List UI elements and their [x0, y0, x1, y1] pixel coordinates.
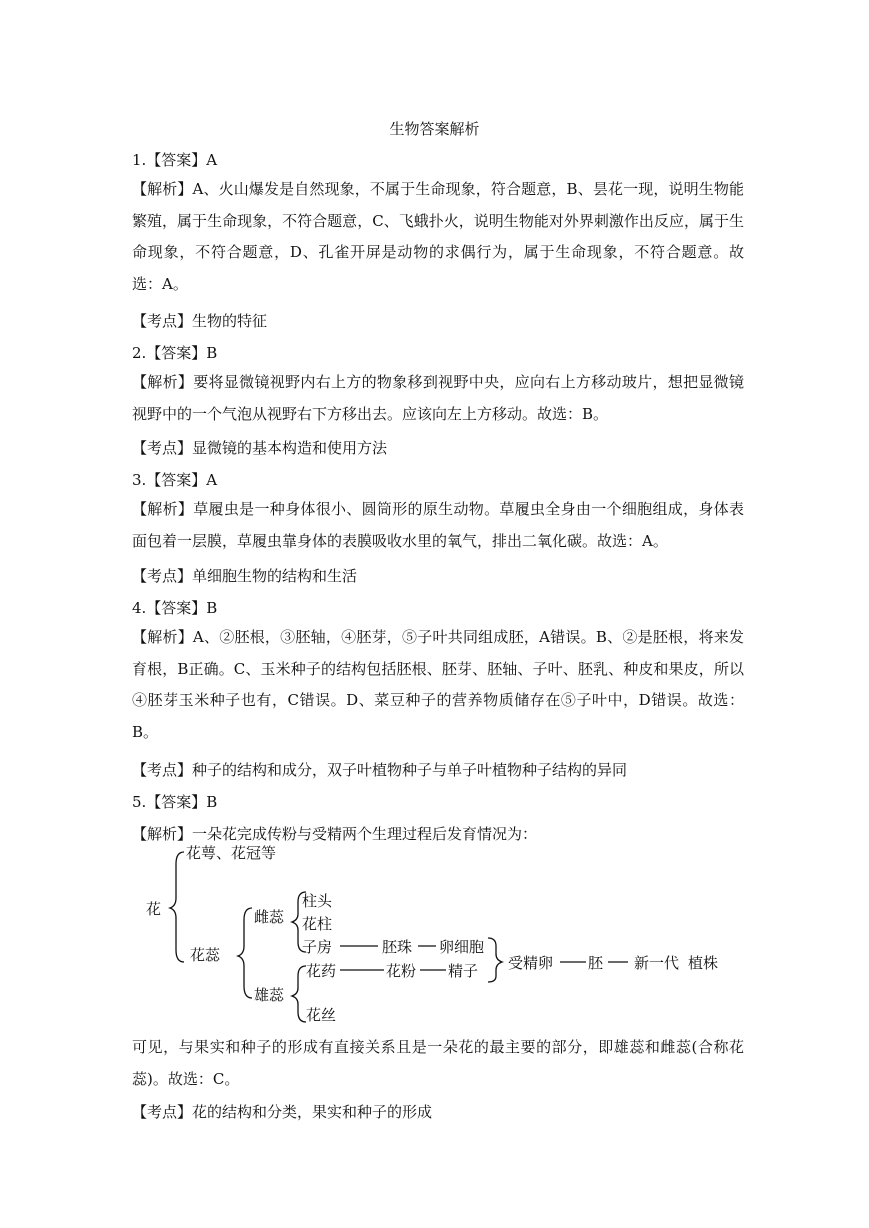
q5-point: 【考点】花的结构和分类，果实和种子的形成 — [132, 1103, 433, 1121]
stamen-pistil-label: 花蕊 — [190, 946, 221, 964]
flower-development-diagram — [140, 842, 740, 1032]
new-generation-label: 新一代 — [634, 954, 680, 972]
flower-brace — [170, 852, 184, 962]
plant-label: 植株 — [688, 954, 719, 972]
flower-label: 花 — [146, 900, 162, 918]
q1-analysis: 【解析】A、火山爆发是自然现象，不属于生命现象，符合题意，B、昙花一现，说明生物能繁殖，属于生命现象，不符合题意，C、飞蛾扑火，说明生物能对外界刺激作出反应，属于生命现象，不符合题意，D、孔雀开屏是动物的求偶行为，属于生命现象，不符合题意。故选：A。 — [132, 180, 744, 293]
sperm-label: 精子 — [448, 962, 479, 980]
q5-conclusion: 可见，与果实和种子的形成有直接关系且是一朵花的最主要的部分，即雄蕊和雌蕊(合称花蕊)。故选：C。 — [132, 1038, 744, 1088]
q3-analysis: 【解析】草履虫是一种身体很小、圆筒形的原生动物。草履虫全身由一个细胞组成，身体表面包着一层膜，草履虫靠身体的表膜吸收水里的氧气，排出二氧化碳。故选：A。 — [132, 500, 744, 550]
fertilization-brace — [488, 938, 502, 982]
q3-answer: 3.【答案】A — [132, 471, 218, 489]
q2-point: 【考点】显微镜的基本构造和使用方法 — [132, 439, 388, 457]
ovule-label: 胚珠 — [382, 938, 413, 956]
embryo-label: 胚 — [588, 954, 604, 972]
stigma-label: 柱头 — [302, 892, 333, 910]
q5-answer: 5.【答案】B — [132, 793, 218, 811]
pistil-label: 雌蕊 — [254, 908, 285, 926]
stamen-brace — [292, 966, 306, 1022]
page-title: 生物答案解析 — [389, 120, 480, 138]
q2-answer: 2.【答案】B — [132, 344, 218, 362]
q2-analysis: 【解析】要将显微镜视野内右上方的物象移到视野中央，应向右上方移动玻片，想把显微镜视野中的一个气泡从视野右下方移出去。应该向左上方移动。故选：B。 — [132, 373, 744, 423]
stamen-pistil-brace — [238, 908, 252, 998]
anther-label: 花药 — [306, 962, 337, 980]
filament-label: 花丝 — [306, 1006, 337, 1024]
q3-point: 【考点】单细胞生物的结构和生活 — [132, 567, 358, 585]
ovary-label: 子房 — [302, 938, 333, 956]
q4-answer: 4.【答案】B — [132, 599, 218, 617]
fertilized-egg-label: 受精卵 — [508, 954, 554, 972]
q1-answer: 1.【答案】A — [132, 151, 218, 169]
sepal-petal-label: 花萼、花冠等 — [186, 844, 277, 862]
pollen-label: 花粉 — [386, 962, 417, 980]
egg-cell-label: 卵细胞 — [439, 938, 485, 956]
q4-point: 【考点】种子的结构和成分，双子叶植物种子与单子叶植物种子结构的异同 — [132, 761, 628, 779]
q1-point: 【考点】生物的特征 — [132, 312, 268, 330]
stamen-label: 雄蕊 — [254, 986, 285, 1004]
style-label: 花柱 — [302, 915, 333, 933]
q4-analysis: 【解析】A、②胚根，③胚轴，④胚芽，⑤子叶共同组成胚，A错误。B、②是胚根，将来发育根，B正确。C、玉米种子的结构包括胚根、胚芽、胚轴、子叶、胚乳、种皮和果皮，所以④胚芽玉米种子也有，C错误。D、菜豆种子的营养物质储存在⑤子叶中，D错误。故选：B。 — [132, 628, 744, 741]
q5-analysis: 【解析】一朵花完成传粉与受精两个生理过程后发育情况为： — [132, 825, 538, 843]
